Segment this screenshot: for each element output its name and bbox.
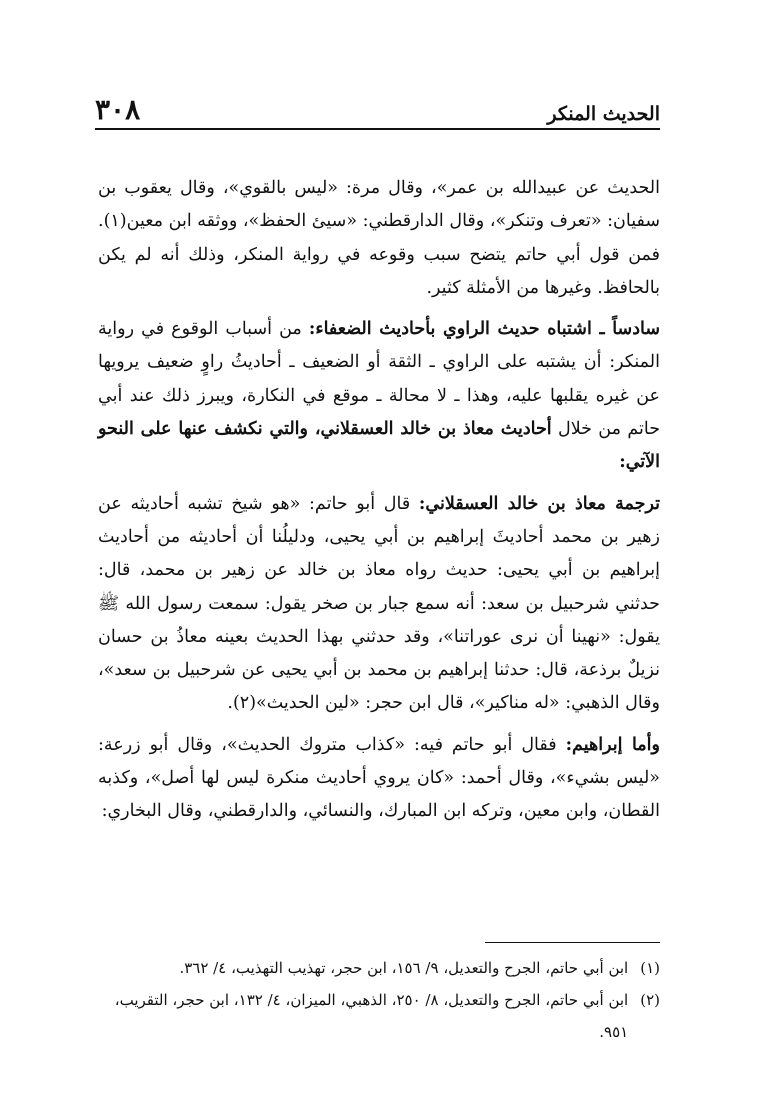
page-number: ٣٠٨ bbox=[95, 93, 141, 126]
paragraph-2-tail: أحاديث معاذ بن خالد العسقلاني، والتي نكشف عنها على النحو الآتي: bbox=[98, 419, 660, 473]
footnote-text: ابن أبي حاتم، الجرح والتعديل، ٩/ ١٥٦، ابن حجر، تهذيب التهذيب، ٤/ ٣٦٢. bbox=[179, 959, 629, 977]
paragraph-1 bbox=[98, 172, 660, 305]
footnote-text: ابن أبي حاتم، الجرح والتعديل، ٨/ ٢٥٠، الذهبي، الميزان، ٤/ ١٣٢، ابن حجر، التقريب، ٩٥١. bbox=[114, 991, 629, 1041]
footnote-divider bbox=[485, 942, 660, 943]
paragraph-1-text: الحديث عن عبيدالله بن عمر»، وقال مرة: «ليس بالقوي»، وقال يعقوب بن سفيان: «تعرف وتنكر»، وقال الدارقطني: «سيئ الحفظ»، ووثقه ابن معين(١). فمن قول أبي حاتم يتضح سبب وقوعه في رواية المنكر، وذلك أنه لم يكن بالحافظ. وغيرها من الأمثلة كثير. bbox=[98, 178, 660, 298]
paragraph-3 bbox=[98, 488, 660, 721]
page-header bbox=[95, 84, 660, 124]
paragraph-2 bbox=[98, 313, 660, 479]
paragraph-4-text: فقال أبو حاتم فيه: «كذاب متروك الحديث»، وقال أبو زرعة: «ليس بشيء»، وقال أحمد: «كان يروي أحاديث منكرة ليس لها أصل»، وكذبه القطان، وابن معين، وتركه ابن المبارك، والنسائي، والدارقطني، وقال البخاري: bbox=[98, 734, 660, 822]
footnote-item bbox=[98, 984, 660, 1048]
paragraph-4 bbox=[98, 729, 660, 829]
header-divider bbox=[95, 128, 660, 130]
running-title: الحديث المنكر bbox=[547, 103, 660, 125]
footnote-number: (١) bbox=[640, 959, 660, 977]
paragraph-3-heading: ترجمة معاذ بن خالد العسقلاني: bbox=[418, 493, 660, 514]
paragraph-4-heading: وأما إبراهيم: bbox=[565, 734, 660, 755]
paragraph-3-text: قال أبو حاتم: «هو شيخ تشبه أحاديثه عن زهير بن محمد أحاديثَ إبراهيم بن أبي يحيى، ودليلُنا أن أحاديثه من أحاديث إبراهيم بن أبي يحيى: حديث رواه معاذ بن خالد عن زهير بن محمد، قال: حدثني شرحبيل بن سعد: أنه سمع جبار بن صخر يقول: سمعت رسول الله ﷺ يقول: «نهينا أن نرى عوراتنا»، وقد حدثني بهذا الحديث بعينه معاذُ بن حسان نزيلٌ برذعة، قال: حدثنا إبراهيم بن محمد بن أبي يحيى عن شرحبيل بن سعد»، وقال الذهبي: «له مناكير»، قال ابن حجر: «لين الحديث»(٢). bbox=[98, 493, 660, 714]
main-text bbox=[98, 172, 660, 829]
footnote-number: (٢) bbox=[640, 991, 660, 1009]
paragraph-2-heading: سادساً ـ اشتباه حديث الراوي بأحاديث الضعفاء: bbox=[308, 319, 660, 340]
paragraph-2-text: من أسباب الوقوع في رواية المنكر: أن يشتبه على الراوي ـ الثقة أو الضعيف ـ أحاديثُ راوٍ ضعيف يرويها عن غيره يقلبها عليه، وهذا ـ لا محالة ـ موقع في النكارة، ويبرز ذلك عند أبي حاتم من خلال bbox=[98, 319, 661, 440]
footnote-item bbox=[98, 952, 660, 984]
footnotes bbox=[98, 952, 660, 1048]
